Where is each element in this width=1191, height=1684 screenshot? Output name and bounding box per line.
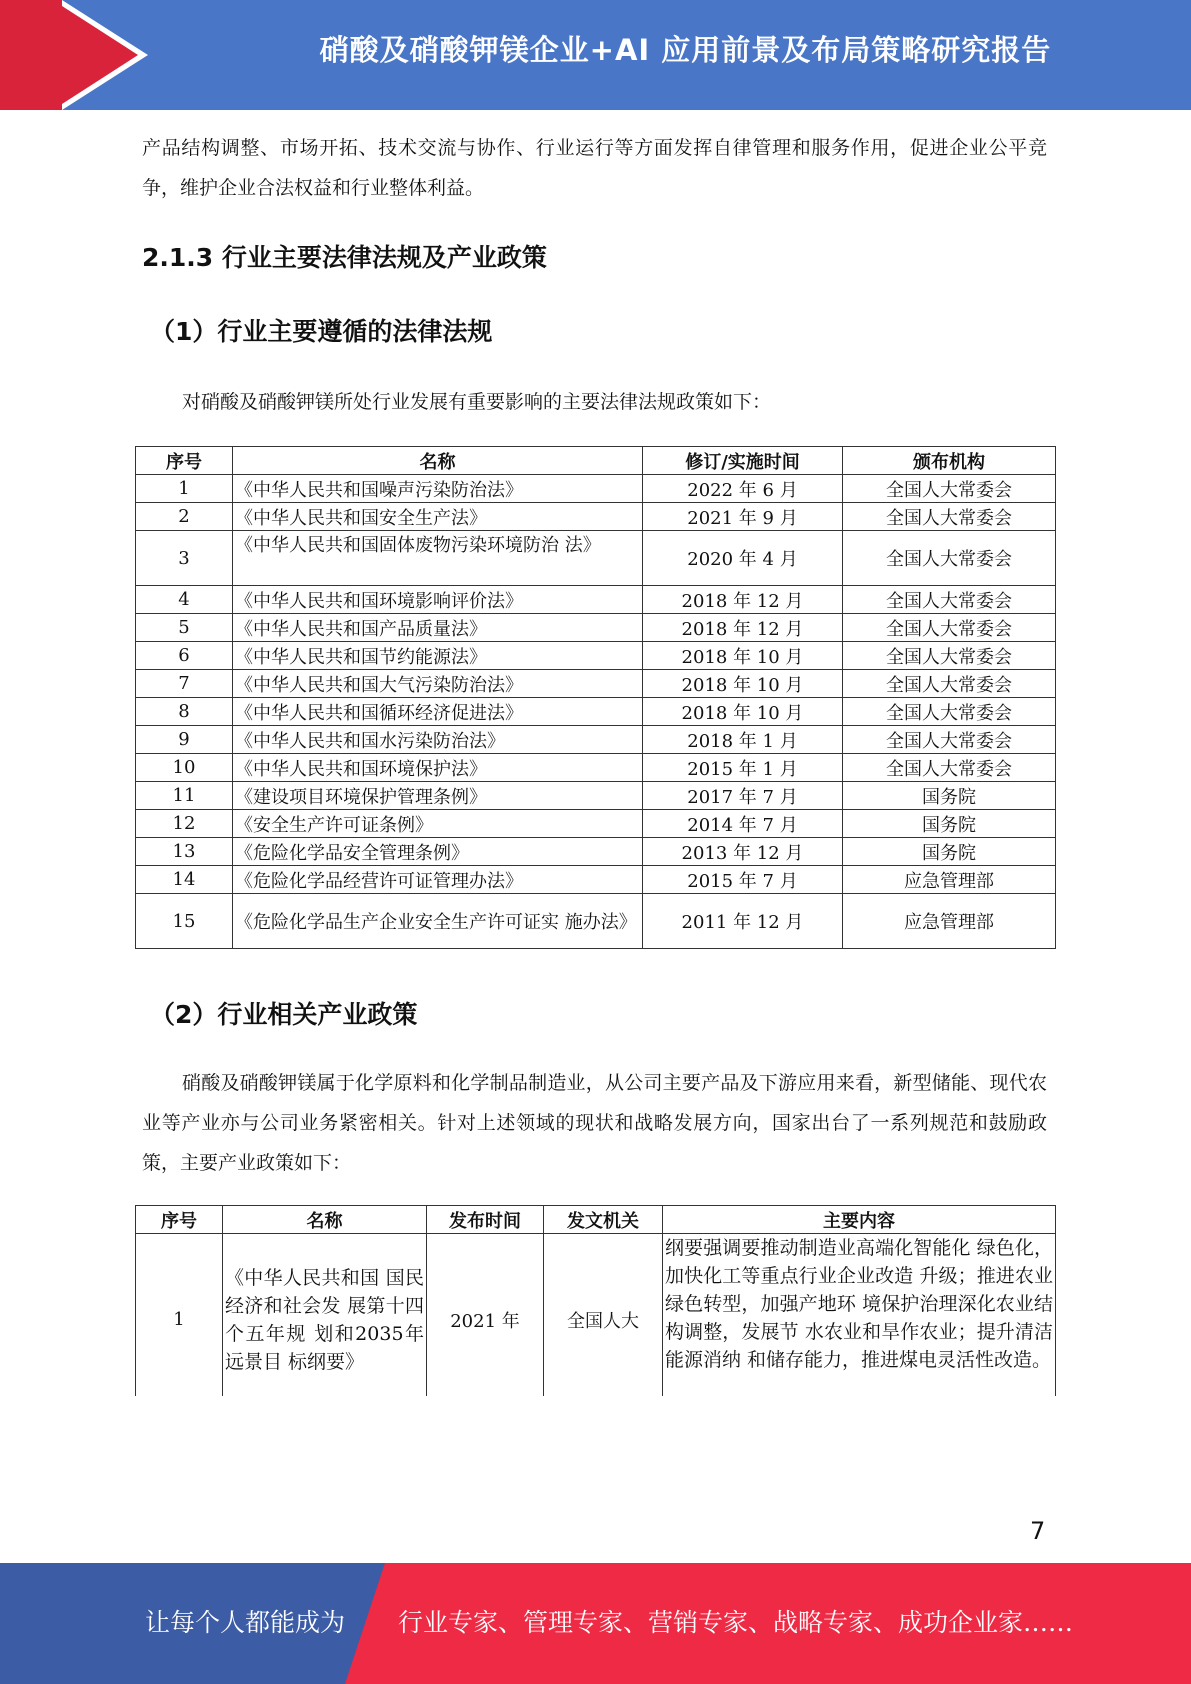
col-header-index: 序号 [136, 1206, 223, 1234]
cell-issuer: 应急管理部 [843, 866, 1056, 894]
subsection-heading-laws: （1）行业主要遵循的法律法规 [150, 317, 493, 346]
cell-date: 2011 年 12 月 [643, 894, 843, 949]
cell-index: 15 [136, 894, 233, 949]
cell-index: 1 [136, 475, 233, 503]
cell-name: 《中华人民共和国大气污染防治法》 [233, 670, 643, 698]
col-header-issuer: 颁布机构 [843, 447, 1056, 475]
cell-name: 《中华人民共和国循环经济促进法》 [233, 698, 643, 726]
page-number: 7 [1030, 1517, 1046, 1545]
cell-date: 2018 年 10 月 [643, 698, 843, 726]
cell-issuer: 国务院 [843, 782, 1056, 810]
cell-index: 5 [136, 614, 233, 642]
cell-name: 《危险化学品经营许可证管理办法》 [233, 866, 643, 894]
cell-date: 2018 年 1 月 [643, 726, 843, 754]
cell-issuer: 国务院 [843, 838, 1056, 866]
report-title: 硝酸及硝酸钾镁企业+AI 应用前景及布局策略研究报告 [319, 33, 1052, 67]
cell-index: 3 [136, 531, 233, 586]
cell-date: 2013 年 12 月 [643, 838, 843, 866]
table-row [136, 614, 1056, 642]
table-row [136, 754, 1056, 782]
table-row [136, 894, 1056, 949]
cell-name: 《建设项目环境保护管理条例》 [233, 782, 643, 810]
table-row [136, 586, 1056, 614]
cell-name: 《中华人民共和国产品质量法》 [233, 614, 643, 642]
cell-name: 《中华人民共和国环境影响评价法》 [233, 586, 643, 614]
table-row [136, 866, 1056, 894]
col-header-name: 名称 [233, 447, 643, 475]
laws-intro-paragraph: 对硝酸及硝酸钾镁所处行业发展有重要影响的主要法律法规政策如下： [182, 391, 772, 413]
policies-intro-paragraph: 硝酸及硝酸钾镁属于化学原料和化学制品制造业，从公司主要产品及下游应用来看，新型储能、现代农业等产业亦与公司业务紧密相关。针对上述领域的现状和战略发展方向，国家出台了一系列规范和鼓励政策，主要产业政策如下： [142, 1072, 1047, 1174]
cell-date: 2014 年 7 月 [643, 810, 843, 838]
cell-issuer: 全国人大常委会 [843, 475, 1056, 503]
cell-date: 2022 年 6 月 [643, 475, 843, 503]
cell-name: 《中华人民共和国安全生产法》 [233, 503, 643, 531]
cell-date: 2018 年 12 月 [643, 614, 843, 642]
footer-slogan-right: 行业专家、管理专家、营销专家、战略专家、成功企业家…… [398, 1608, 1074, 1637]
table-row [136, 642, 1056, 670]
cell-issuer: 全国人大常委会 [843, 614, 1056, 642]
cell-index: 10 [136, 754, 233, 782]
cell-issuer: 应急管理部 [843, 894, 1056, 949]
cell-index: 12 [136, 810, 233, 838]
cell-name: 《中华人民共和国 国民经济和社会发 展第十四个五年规 划和2035年远景目 标纲要》 [223, 1234, 427, 1406]
cell-index: 7 [136, 670, 233, 698]
col-header-date: 发布时间 [427, 1206, 544, 1234]
cell-index: 9 [136, 726, 233, 754]
cell-content: 纲要强调要推动制造业高端化智能化 绿色化，加快化工等重点行业企业改造 升级；推进农业绿色转型，加强产地环 境保护治理深化农业结构调整，发展节 水农业和旱作农业；提升清洁能源消纳 和储存能力，推进煤电灵活性改造。 [663, 1234, 1056, 1406]
table-row [136, 503, 1056, 531]
cell-date: 2017 年 7 月 [643, 782, 843, 810]
cell-index: 4 [136, 586, 233, 614]
cell-index: 6 [136, 642, 233, 670]
laws-table [135, 446, 1056, 949]
section-heading: 2.1.3 行业主要法律法规及产业政策 [142, 243, 547, 272]
table-row [136, 531, 1056, 586]
cell-name: 《中华人民共和国节约能源法》 [233, 642, 643, 670]
cell-issuer: 全国人大常委会 [843, 642, 1056, 670]
cell-index: 8 [136, 698, 233, 726]
cell-name: 《中华人民共和国噪声污染防治法》 [233, 475, 643, 503]
cell-issuer: 全国人大常委会 [843, 698, 1056, 726]
table-row [136, 782, 1056, 810]
col-header-index: 序号 [136, 447, 233, 475]
cell-index: 14 [136, 866, 233, 894]
cell-date: 2021 年 9 月 [643, 503, 843, 531]
cell-date: 2015 年 7 月 [643, 866, 843, 894]
table-row [136, 670, 1056, 698]
col-header-date: 修订/实施时间 [643, 447, 843, 475]
cell-name: 《危险化学品生产企业安全生产许可证实 施办法》 [233, 894, 643, 949]
cell-date: 2021 年 [427, 1234, 544, 1406]
cell-index: 11 [136, 782, 233, 810]
cell-index: 2 [136, 503, 233, 531]
cell-issuer: 全国人大常委会 [843, 503, 1056, 531]
header-chevron-inner [62, 6, 138, 104]
cell-index: 1 [136, 1234, 223, 1406]
cell-date: 2015 年 1 月 [643, 754, 843, 782]
cell-name: 《危险化学品安全管理条例》 [233, 838, 643, 866]
table-row [136, 1234, 1056, 1406]
table-header-row [136, 447, 1056, 475]
page-break-mask [130, 1396, 1065, 1426]
table-row [136, 698, 1056, 726]
cell-issuer: 全国人大常委会 [843, 754, 1056, 782]
cell-date: 2018 年 12 月 [643, 586, 843, 614]
cell-name: 《中华人民共和国固体废物污染环境防治 法》 [233, 531, 643, 586]
cell-name: 《中华人民共和国水污染防治法》 [233, 726, 643, 754]
cell-name: 《安全生产许可证条例》 [233, 810, 643, 838]
intro-paragraph: 产品结构调整、市场开拓、技术交流与协作、行业运行等方面发挥自律管理和服务作用，促进企业公平竞争，维护企业合法权益和行业整体利益。 [142, 137, 1047, 199]
cell-index: 13 [136, 838, 233, 866]
cell-issuer: 全国人大常委会 [843, 670, 1056, 698]
col-header-content: 主要内容 [663, 1206, 1056, 1234]
col-header-issuer: 发文机关 [544, 1206, 663, 1234]
cell-issuer: 全国人大 [544, 1234, 663, 1406]
cell-name: 《中华人民共和国环境保护法》 [233, 754, 643, 782]
cell-issuer: 全国人大常委会 [843, 586, 1056, 614]
header-red-block [0, 0, 62, 110]
table-row [136, 838, 1056, 866]
table-row [136, 810, 1056, 838]
cell-issuer: 全国人大常委会 [843, 726, 1056, 754]
cell-date: 2018 年 10 月 [643, 670, 843, 698]
subsection-heading-policies: （2）行业相关产业政策 [150, 1000, 418, 1029]
col-header-name: 名称 [223, 1206, 427, 1234]
policies-table [135, 1205, 1056, 1406]
cell-date: 2018 年 10 月 [643, 642, 843, 670]
table-row [136, 475, 1056, 503]
table-header-row [136, 1206, 1056, 1234]
cell-issuer: 全国人大常委会 [843, 531, 1056, 586]
cell-date: 2020 年 4 月 [643, 531, 843, 586]
table-row [136, 726, 1056, 754]
footer-slogan-left: 让每个人都能成为 [145, 1608, 346, 1637]
cell-issuer: 国务院 [843, 810, 1056, 838]
